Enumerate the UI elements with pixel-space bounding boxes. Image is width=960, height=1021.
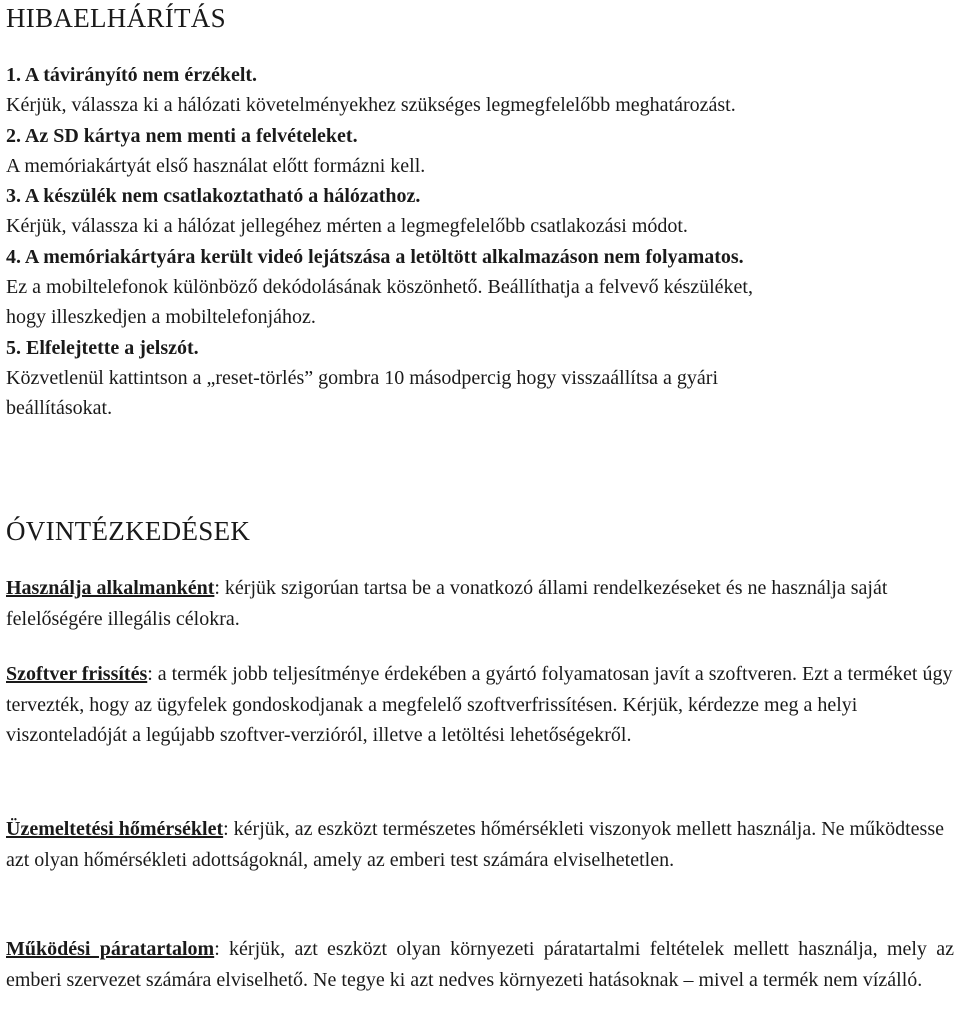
answer-3: Kérjük, válassza ki a hálózat jellegéhez mérten a legmegfelelőbb csatlakozási módot. [6,215,688,238]
precaution-operating-humidity [6,934,954,995]
precaution-operating-temperature [6,814,954,875]
question-4: 4. A memóriakártyára került videó lejátszása a letöltött alkalmazáson nem folyamatos. [6,245,744,268]
precaution-software-update-text: : a termék jobb teljesítménye érdekében a gyártó folyamatosan javít a szoftveren. Ezt a terméket úgy tervezték, hogy az ügyfelek gondoskodjanak a megfelelő szoftverfrissítésen. Kérjük, kérdezze meg a helyi viszonteladóját a legújabb szoftver-verzióról, illetve a letöltési lehetőségekről. [6,663,953,746]
precaution-operating-humidity-text: : kérjük, azt eszközt olyan környezeti páratartalmi feltételek mellett használja, mely az emberi szervezet számára elviselhető. Ne tegye ki azt nedves környezeti hatásoknak – mivel a termék nem vízálló. [6,938,954,991]
precaution-usage [6,573,954,634]
question-3: 3. A készülék nem csatlakoztatható a hálózathoz. [6,185,421,208]
answer-4-line-2: hogy illeszkedjen a mobiltelefonjához. [6,306,316,329]
question-1: 1. A távirányító nem érzékelt. [6,64,258,86]
question-2: 2. Az SD kártya nem menti a felvételeket. [6,124,358,147]
precaution-usage-label: Használja alkalmanként [6,577,215,599]
precaution-operating-humidity-label: Működési páratartalom [6,938,215,960]
answer-5-line-1: Közvetlenül kattintson a „reset-törlés” gombra 10 másodpercig hogy visszaállítsa a gyári [6,366,719,389]
precaution-operating-temperature-label: Üzemeltetési hőmérséklet [6,818,224,840]
precaution-software-update-label: Szoftver frissítés [6,663,148,685]
precautions-title: ÓVINTÉZKEDÉSEK [6,516,251,546]
answer-4-line-1: Ez a mobiltelefonok különböző dekódolásának köszönhető. Beállíthatja a felvevő készüléket, [6,276,753,299]
answer-5-line-2: beállításokat. [6,397,113,420]
troubleshooting-title: HIBAELHÁRÍTÁS [6,3,226,33]
answer-1: Kérjük, válassza ki a hálózati követelményekhez szükséges legmegfelelőbb meghatározást. [6,94,736,117]
precaution-software-update [6,659,954,751]
answer-2: A memóriakártyát első használat előtt formázni kell. [6,154,426,177]
troubleshooting-list [6,60,954,424]
question-5: 5. Elfelejtette a jelszót. [6,336,199,359]
precaution-operating-temperature-text: : kérjük, az eszközt természetes hőmérsékleti viszonyok mellett használja. Ne működtesse azt olyan hőmérsékleti adottságoknál, amely az emberi test számára elviselhetetlen. [6,818,944,871]
precaution-usage-text: : kérjük szigorúan tartsa be a vonatkozó állami rendelkezéseket és ne használja saját felelőségére illegális célokra. [6,577,888,630]
